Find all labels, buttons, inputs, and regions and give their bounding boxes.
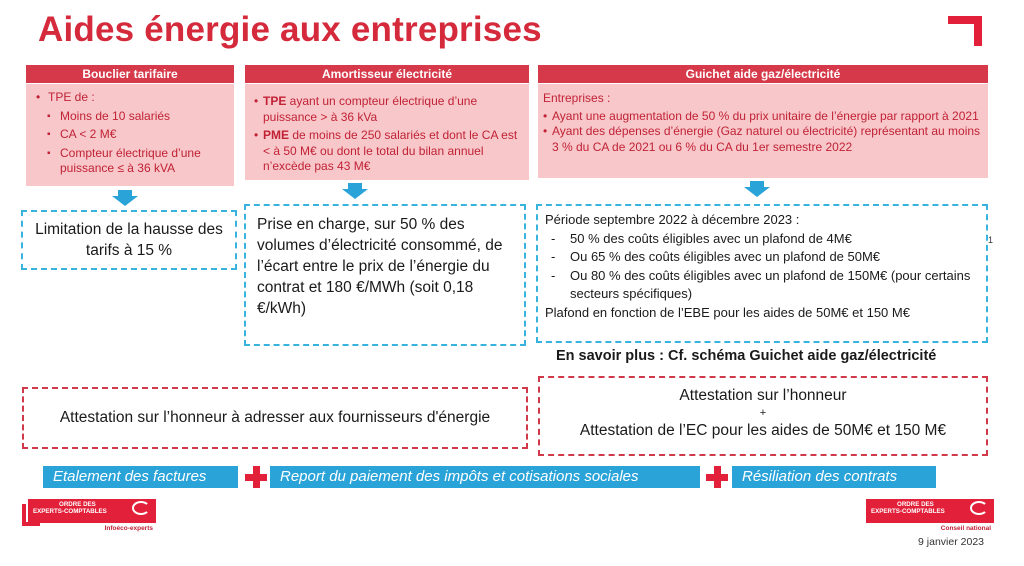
- bouclier-panel: [26, 84, 234, 186]
- guichet-item: • Ayant une augmentation de 50 % du prix unitaire de l’énergie par rapport à 2021: [543, 109, 982, 125]
- attestation-right: [538, 376, 988, 456]
- guichet-outcome-item: - Ou 65 % des coûts éligibles avec un plafond de 50M€: [545, 248, 980, 267]
- guichet-outcome-item: - Ou 80 % des coûts éligibles avec un plafond de 150M€ (pour certains secteurs spécifiques): [545, 267, 980, 304]
- bar-resiliation: Résiliation des contrats: [732, 466, 936, 488]
- amortisseur-item-tpe: [254, 94, 523, 125]
- logo-subtitle: Infoéco-experts: [104, 525, 153, 532]
- plus-icon: [706, 466, 728, 488]
- guichet-lead: Entreprises :: [543, 91, 611, 105]
- bouclier-item: ▪ Compteur électrique d’une puissance ≤ à 36 kVA: [36, 146, 228, 177]
- corner-decoration: [948, 16, 982, 46]
- logo-line2: EXPERTS-COMPTABLES: [33, 508, 107, 515]
- guichet-panel: [538, 84, 988, 178]
- guichet-item: • Ayant des dépenses d’énergie (Gaz naturel ou électricité) représentant au moins 3 % du CA de 2021 ou 6 % du CA du 1er semestre 2022: [543, 124, 982, 155]
- guichet-outcome: [536, 204, 988, 343]
- logo-line1: ORDRE DES: [59, 501, 96, 508]
- en-savoir-plus: En savoir plus : Cf. schéma Guichet aide gaz/électricité: [556, 348, 937, 364]
- attestation-left: Attestation sur l’honneur à adresser aux fournisseurs d'énergie: [22, 387, 528, 449]
- oec-logo-right: [866, 499, 994, 532]
- logo-line1: ORDRE DES: [897, 501, 934, 508]
- amortisseur-outcome: Prise en charge, sur 50 % des volumes d’électricité consommé, de l’écart entre le prix de l’énergie du contrat et 180 €/MWh (soit 0,18 €/kWh): [244, 204, 526, 346]
- attestation-right-line2: Attestation de l’EC pour les aides de 50M€ et 150 M€: [579, 422, 947, 439]
- pme-text: de moins de 250 salariés et dont le CA est < à 50 M€ ou dont le total du bilan annuel n’excède pas 43 M€: [263, 128, 518, 173]
- guichet-header: Guichet aide gaz/électricité: [538, 65, 988, 83]
- bouclier-outcome: Limitation de la hausse des tarifs à 15 %: [21, 210, 237, 270]
- attestation-right-plus: +: [759, 407, 767, 419]
- guichet-outcome-item: - 50 % des coûts éligibles avec un plafond de 4M€: [545, 230, 980, 249]
- slide-date: 9 janvier 2023: [918, 536, 984, 548]
- guichet-period: Période septembre 2022 à décembre 2023 :: [545, 212, 800, 227]
- bouclier-lead: • TPE de :: [36, 90, 228, 106]
- plus-icon: [245, 466, 267, 488]
- oec-logo-left: [28, 499, 156, 532]
- bar-etalement: Etalement des factures: [43, 466, 238, 488]
- cc-logo-icon: [970, 501, 988, 515]
- bouclier-item: ▪ CA < 2 M€: [36, 127, 228, 143]
- cc-logo-icon: [132, 501, 150, 515]
- bouclier-item: ▪ Moins de 10 salariés: [36, 109, 228, 125]
- page-number: 1: [988, 235, 994, 245]
- pme-label: PME: [263, 128, 290, 142]
- attestation-right-line1: Attestation sur l’honneur: [679, 387, 847, 404]
- amortisseur-header: Amortisseur électricité: [245, 65, 529, 83]
- amortisseur-panel: [245, 84, 529, 180]
- tpe-label: TPE: [263, 94, 287, 108]
- bar-report: Report du paiement des impôts et cotisations sociales: [270, 466, 700, 488]
- slide-title: Aides énergie aux entreprises: [38, 10, 542, 49]
- guichet-footer: Plafond en fonction de l’EBE pour les aides de 50M€ et 150 M€: [545, 304, 910, 320]
- logo-line2: EXPERTS-COMPTABLES: [871, 508, 945, 515]
- tpe-text: ayant un compteur électrique d’une puissance > à 36 kVa: [263, 94, 478, 124]
- bouclier-header: Bouclier tarifaire: [26, 65, 234, 83]
- logo-subtitle: Conseil national: [940, 525, 991, 532]
- amortisseur-item-pme: [254, 128, 523, 175]
